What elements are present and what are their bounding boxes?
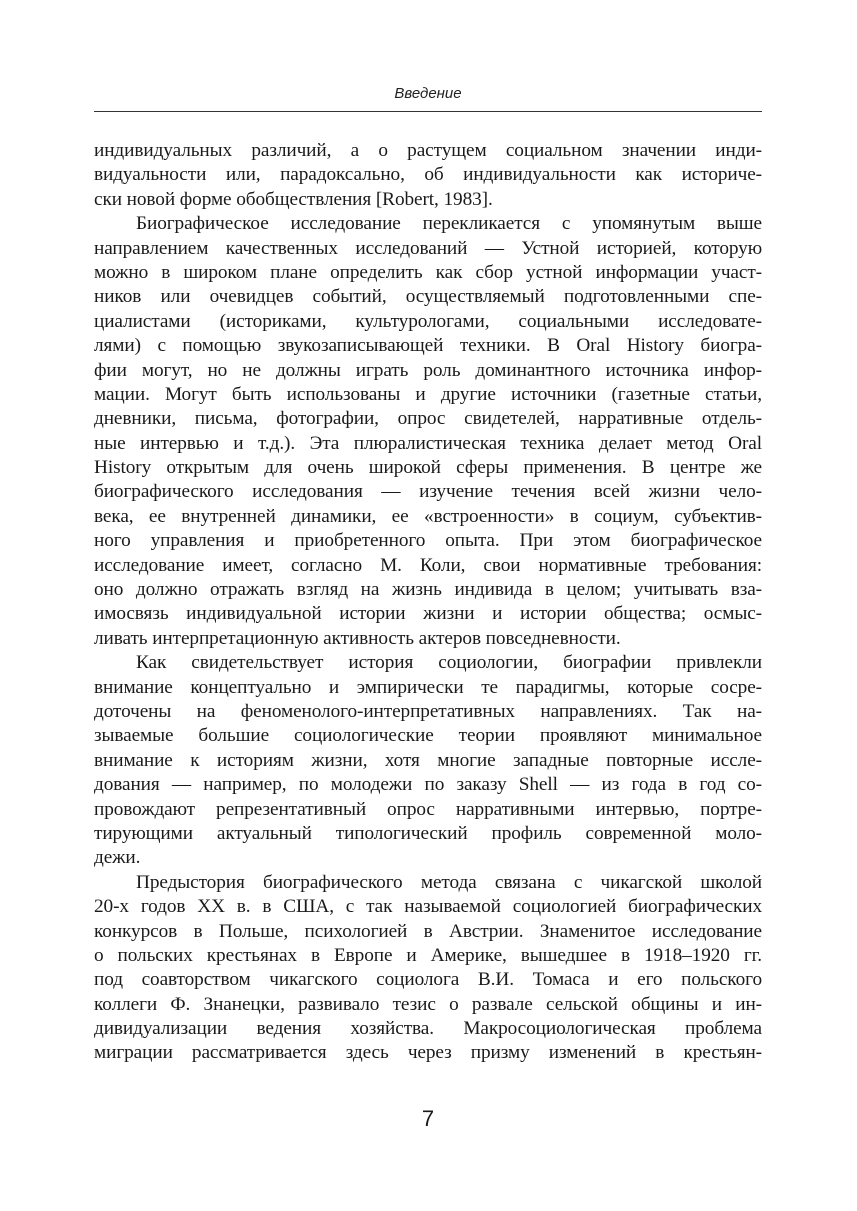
text-line: под соавторством чикагского социолога В.И. Томаса и его польского	[94, 969, 762, 991]
text-line: лями) с помощью звукозаписывающей техники. В Oral History биогра-	[94, 335, 762, 357]
text-line: дежи.	[94, 847, 141, 869]
text-line: тирующими актуальный типологический профиль современной моло-	[94, 822, 762, 844]
body-text	[94, 139, 762, 1066]
text-line: дневники, письма, фотографии, опрос свидетелей, нарративные отдель-	[94, 408, 762, 430]
text-line: History открытым для очень широкой сферы применения. В центре же	[94, 457, 762, 479]
text-line: можно в широком плане определить как сбор устной информации участ-	[94, 261, 762, 283]
text-line: внимание к историям жизни, хотя многие западные повторные иссле-	[94, 749, 762, 771]
text-line: ливать интерпретационную активность актеров повседневности.	[94, 627, 621, 649]
text-line: о польских крестьянах в Европе и Америке, вышедшее в 1918–1920 гг.	[94, 944, 762, 966]
text-line: конкурсов в Польше, психологией в Австрии. Знаменитое исследование	[94, 920, 762, 942]
paragraph-4	[94, 871, 762, 1066]
text-line: мации. Могут быть использованы и другие источники (газетные статьи,	[94, 383, 762, 405]
text-line: Биографическое исследование перекликается с упомянутым выше	[136, 213, 762, 235]
text-line: индивидуальных различий, а о растущем социальном значении инди-	[94, 140, 762, 161]
text-line: доточены на феноменолого-интерпретативных направлениях. Так на-	[94, 700, 762, 722]
text-line: коллеги Ф. Знанецки, развивало тезис о развале сельской общины и ин-	[94, 993, 762, 1015]
page-number: 7	[421, 1106, 435, 1131]
text-line: биографического исследования — изучение течения всей жизни чело-	[94, 481, 762, 503]
paragraph-3	[94, 651, 762, 871]
text-line: дивидуализации ведения хозяйства. Макросоциологическая проблема	[94, 1018, 762, 1040]
text-line: направлением качественных исследований — Устной историей, которую	[94, 237, 762, 259]
text-line: ного управления и приобретенного опыта. При этом биографическое	[94, 530, 762, 552]
text-line: оно должно отражать взгляд на жизнь индивида в целом; учитывать вза-	[94, 579, 762, 601]
paragraph-2	[94, 212, 762, 651]
text-line: исследование имеет, согласно М. Коли, свои нормативные требования:	[94, 554, 762, 576]
text-line: ски новой форме обобществления [Robert, 1983].	[94, 188, 493, 210]
text-line: зываемые большие социологические теории проявляют минимальное	[94, 725, 762, 747]
text-line: века, ее внутренней динамики, ее «встроенности» в социум, субъектив-	[94, 505, 762, 527]
text-line: имосвязь индивидуальной истории жизни и истории общества; осмыс-	[94, 603, 762, 625]
text-line: провождают репрезентативный опрос нарративными интервью, портре-	[94, 798, 762, 820]
paragraph-1	[94, 139, 762, 212]
text-line: миграции рассматривается здесь через призму изменений в крестьян-	[94, 1042, 762, 1064]
text-line: фии могут, но не должны играть роль доминантного источника инфор-	[94, 359, 762, 381]
text-line: внимание концептуально и эмпирически те парадигмы, которые сосре-	[94, 676, 762, 698]
text-line: 20-х годов XX в. в США, с так называемой социологией биографических	[94, 896, 762, 918]
text-line: Как свидетельствует история социологии, биографии привлекли	[136, 652, 762, 674]
running-head-title: Введение	[394, 85, 462, 102]
text-line: дования — например, по молодежи по заказу Shell — из года в год со-	[94, 774, 762, 796]
text-line: видуальности или, парадоксально, об индивидуальности как историче-	[94, 164, 762, 186]
text-line: циалистами (историками, культурологами, социальными исследовате-	[94, 310, 762, 332]
header-rule	[94, 111, 762, 112]
text-line: ников или очевидцев событий, осуществляемый подготовленными спе-	[94, 286, 762, 308]
text-line: Предыстория биографического метода связана с чикагской школой	[136, 871, 762, 893]
text-line: ные интервью и т.д.). Эта плюралистическая техника делает метод Oral	[94, 432, 762, 454]
